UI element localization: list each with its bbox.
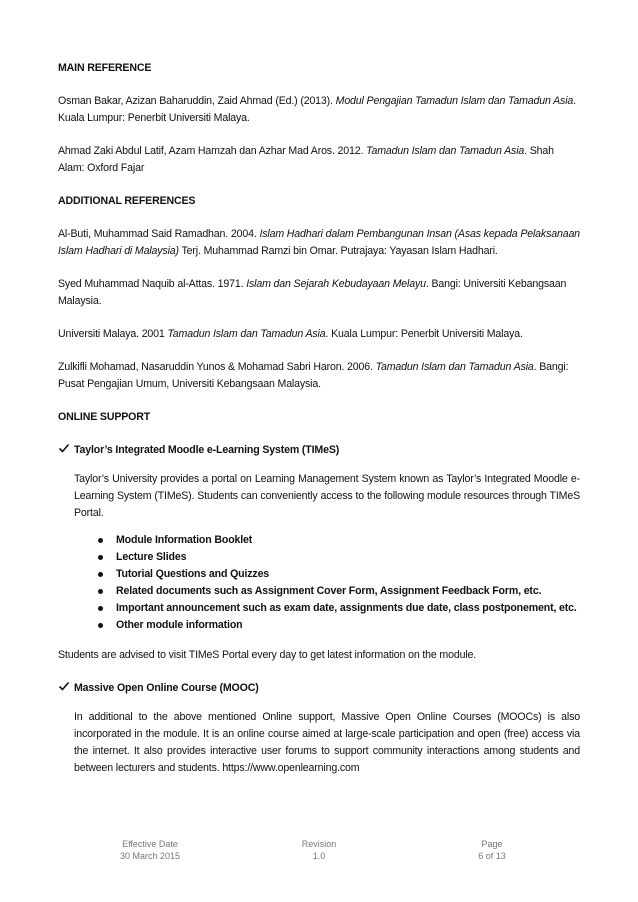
bullet-icon	[98, 623, 103, 628]
reference-publisher: Terj. Muhammad Ramzi bin Omar. Putrajaya: Yayasan Islam Hadhari.	[178, 245, 498, 257]
footer-page-number	[432, 838, 552, 862]
main-reference-heading: MAIN REFERENCE	[58, 62, 152, 74]
mooc-title: Massive Open Online Course (MOOC)	[74, 682, 259, 694]
list-item	[116, 549, 580, 566]
reference-title: Tamadun Islam dan Tamadun Asia	[366, 145, 525, 157]
footer-label: Effective Date	[122, 839, 178, 849]
reference-authors: Zulkifli Mohamad, Nasaruddin Yunos & Mohamad Sabri Haron. 2006.	[58, 361, 376, 373]
footer-value: 1.0	[312, 851, 326, 861]
bullet-icon	[98, 555, 103, 560]
document-page	[58, 60, 580, 787]
reference-authors: Ahmad Zaki Abdul Latif, Azam Hamzah dan Azhar Mad Aros. 2012.	[58, 145, 367, 157]
reference-title: Islam Hadhari dalam Pembangunan Insan (Asas kepada Pelaksanaan Islam Hadhari di Malaysia)	[58, 228, 580, 257]
times-resource-list	[58, 532, 580, 634]
footer-label: Page	[481, 839, 503, 849]
list-item-label: Module Information Booklet	[116, 534, 253, 546]
footer-value: 30 March 2015	[119, 851, 181, 861]
reference-publisher: . Bangi: Pusat Pengajian Umum, Universiti Kebangsaan Malaysia.	[58, 361, 569, 390]
times-description: Taylor’s University provides a portal on Learning Management System known as Taylor’s Integrated Moodle e-Learning System (TIMeS). Students can conveniently access to the following module resources through TIMeS Portal.	[74, 473, 580, 519]
reference-title: Islam dan Sejarah Kebudayaan Melayu	[246, 278, 426, 290]
reference-publisher: . Bangi: Universiti Kebangsaan Malaysia.	[58, 278, 567, 307]
list-item	[116, 566, 580, 583]
reference-publisher: . Kuala Lumpur: Penerbit Universiti Malaya.	[58, 95, 576, 124]
reference-entry	[58, 143, 580, 177]
reference-entry	[58, 326, 580, 343]
reference-entry	[58, 93, 580, 127]
times-section	[58, 442, 580, 459]
reference-authors: Syed Muhammad Naquib al-Attas. 1971.	[58, 278, 247, 290]
list-item-label: Lecture Slides	[116, 551, 187, 563]
additional-references-heading: ADDITIONAL REFERENCES	[58, 195, 196, 207]
online-support-heading: ONLINE SUPPORT	[58, 411, 151, 423]
reference-entry	[58, 359, 580, 393]
reference-title: Modul Pengajian Tamadun Islam dan Tamadun Asia	[335, 95, 574, 107]
bullet-icon	[98, 538, 103, 543]
reference-entry	[58, 226, 580, 260]
checkmark-icon	[58, 680, 72, 698]
bullet-icon	[98, 589, 103, 594]
reference-authors: Al-Buti, Muhammad Said Ramadhan. 2004.	[58, 228, 260, 240]
list-item-label: Tutorial Questions and Quizzes	[116, 568, 270, 580]
mooc-description: In additional to the above mentioned Online support, Massive Open Online Courses (MOOCs) is also incorporated in the module. It is an online course aimed at large-scale participation and open (free) access via the internet. It also provides interactive user forums to support community interactions among students and between lecturers and students. https://www.openlearning.com	[74, 711, 580, 774]
reference-publisher: . Kuala Lumpur: Penerbit Universiti Malaya.	[325, 328, 523, 340]
list-item	[116, 532, 580, 549]
list-item	[116, 617, 580, 634]
reference-title: Tamadun Islam dan Tamadun Asia	[167, 328, 326, 340]
checkmark-icon	[58, 442, 72, 460]
times-advice: Students are advised to visit TIMeS Portal every day to get latest information on the module.	[58, 649, 477, 661]
list-item-label: Other module information	[116, 619, 243, 631]
footer-label: Revision	[301, 839, 337, 849]
times-title: Taylor’s Integrated Moodle e-Learning System (TIMeS)	[74, 444, 340, 456]
mooc-section	[58, 680, 580, 697]
reference-authors: Osman Bakar, Azizan Baharuddin, Zaid Ahmad (Ed.) (2013).	[58, 95, 336, 107]
list-item	[116, 583, 580, 600]
bullet-icon	[98, 572, 103, 577]
footer-value: 6 of 13	[478, 851, 506, 861]
list-item-label: Important announcement such as exam date, assignments due date, class postponement, etc.	[116, 602, 577, 614]
footer-revision	[259, 838, 379, 862]
bullet-icon	[98, 606, 103, 611]
list-item	[116, 600, 580, 617]
reference-entry	[58, 276, 580, 310]
reference-authors: Universiti Malaya. 2001	[58, 328, 168, 340]
footer-effective-date	[90, 838, 210, 862]
list-item-label: Related documents such as Assignment Cover Form, Assignment Feedback Form, etc.	[116, 585, 542, 597]
reference-publisher: . Shah Alam: Oxford Fajar	[58, 145, 554, 174]
reference-title: Tamadun Islam dan Tamadun Asia	[375, 361, 534, 373]
